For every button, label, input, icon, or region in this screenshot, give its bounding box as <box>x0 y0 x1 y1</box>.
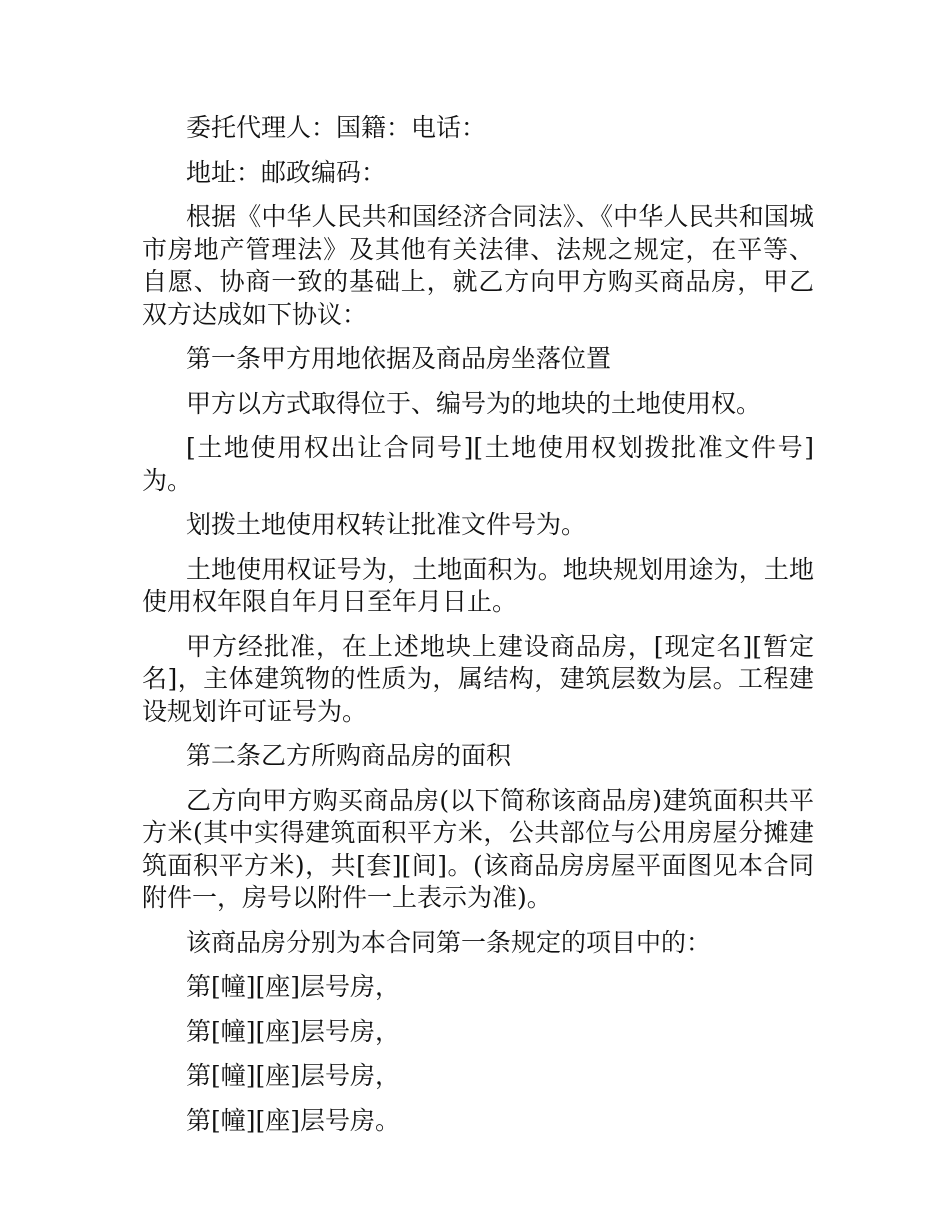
paragraph-unit-line: 第[幢][座]层号房， <box>186 1061 401 1090</box>
document-page <box>142 112 814 1149</box>
paragraph-construction-approval: 甲方经批准，在上述地块上建设商品房，[现定名][暂定名]，主体建筑物的性质为，属结构，建筑层数为层。工程建设规划许可证号为。 <box>142 631 814 726</box>
article-2-heading: 第二条乙方所购商品房的面积 <box>186 741 512 770</box>
paragraph-unit-line: 第[幢][座]层号房， <box>186 972 401 1001</box>
paragraph-transfer-approval: 划拨土地使用权转让批准文件号为。 <box>186 510 587 539</box>
article-1-heading: 第一条甲方用地依据及商品房坐落位置 <box>186 344 612 373</box>
paragraph-unit-intro: 该商品房分别为本合同第一条规定的项目中的： <box>186 927 712 957</box>
paragraph-address-info: 地址：邮政编码： <box>186 157 387 187</box>
paragraph-preamble: 根据《中华人民共和国经济合同法》、《中华人民共和国城市房地产管理法》及其他有关法律、法规之规定，在平等、自愿、协商一致的基础上，就乙方向甲方购买商品房，甲乙双方达成如下协议： <box>142 202 814 329</box>
paragraph-unit-line: 第[幢][座]层号房， <box>186 1016 401 1046</box>
paragraph-purchase-area: 乙方向甲方购买商品房(以下简称该商品房)建筑面积共平方米(其中实得建筑面积平方米，公共部位与公用房屋分摊建筑面积平方米)，共[套][间]。(该商品房房屋平面图见本合同附件一，房号以附件一上表示为准)。 <box>142 785 814 912</box>
paragraph-agent-info: 委托代理人：国籍：电话： <box>186 113 487 142</box>
paragraph-land-acquisition: 甲方以方式取得位于、编号为的地块的土地使用权。 <box>186 388 762 418</box>
paragraph-unit-line: 第[幢][座]层号房。 <box>186 1105 401 1135</box>
paragraph-land-certificate: 土地使用权证号为，土地面积为。地块规划用途为，土地使用权年限自年月日至年月日止。 <box>142 554 814 616</box>
paragraph-land-contract-number: [土地使用权出让合同号][土地使用权划拨批准文件号]为。 <box>142 433 814 495</box>
